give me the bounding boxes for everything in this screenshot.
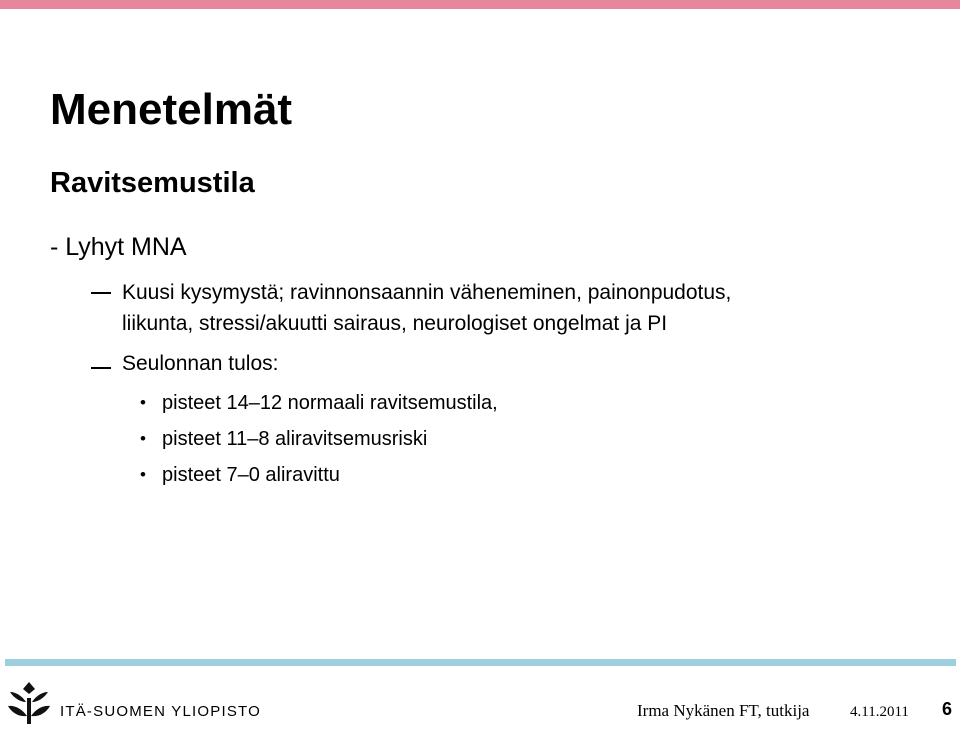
dash-bullet: [91, 292, 111, 294]
list-item-level3: pisteet 11–8 aliravitsemusriski: [162, 428, 428, 450]
footer-date: 4.11.2011: [850, 704, 909, 720]
university-name: ITÄ-SUOMEN YLIOPISTO: [60, 703, 261, 720]
list-item-level3: pisteet 7–0 aliravittu: [162, 464, 340, 486]
footer-divider-bar: [5, 659, 956, 666]
bullet-dot: •: [140, 465, 146, 484]
top-accent-bar: [0, 0, 960, 9]
bullet-dot: •: [140, 429, 146, 448]
slide-subtitle: Ravitsemustila: [50, 167, 255, 199]
list-item-level3: pisteet 14–12 normaali ravitsemustila,: [162, 392, 498, 414]
university-leaf-logo-icon: [6, 680, 52, 726]
footer-author: Irma Nykänen FT, tutkija: [637, 701, 810, 720]
list-item-level1: - Lyhyt MNA: [50, 233, 187, 261]
page-number: 6: [942, 699, 953, 719]
list-item-level2-line: liikunta, stressi/akuutti sairaus, neurologiset ongelmat ja PI: [122, 312, 668, 335]
list-item-level2-line: Kuusi kysymystä; ravinnonsaannin väheneminen, painonpudotus,: [122, 281, 732, 304]
list-item-level2-line: Seulonnan tulos:: [122, 352, 279, 375]
slide-title: Menetelmät: [50, 85, 293, 134]
dash-bullet: [91, 367, 111, 369]
bullet-dot: •: [140, 393, 146, 412]
